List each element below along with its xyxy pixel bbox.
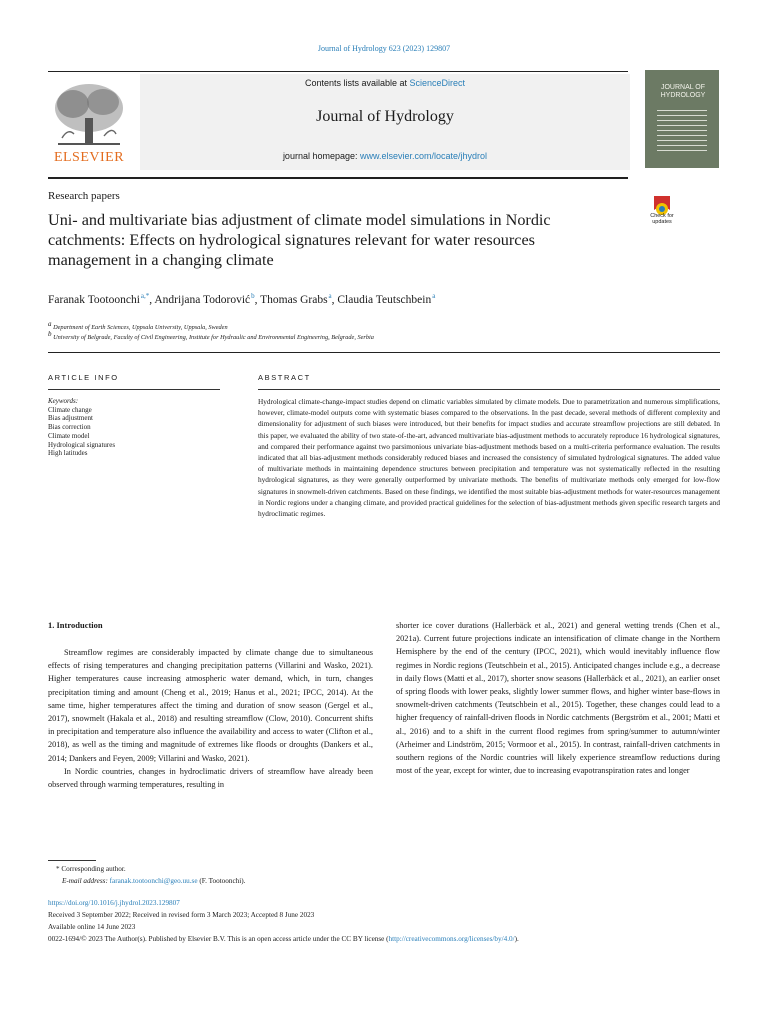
- cover-contents-lines: [657, 110, 707, 155]
- footnote-rule: [48, 860, 96, 861]
- article-title: Uni- and multivariate bias adjustment of climate model simulations in Nordic catchments: Effects on hydrological signatures relevant for water resources management in a changing climate: [48, 211, 551, 269]
- homepage-prefix: journal homepage:: [282, 151, 360, 161]
- check-for-updates-label[interactable]: [638, 213, 686, 225]
- keyword: Hydrological signatures: [48, 440, 116, 449]
- introduction-paragraph: shorter ice cover durations (Hallerbäck et al., 2021) and general wetting trends (Chen et al., 2021a). Current future projections indicate an intensification of climate change in the Northern Hemisphere by the end of the century (IPCC, 2021), which would inevitably influence flow regimes in Nordic regions (Teutschbein et al., 2015). Anticipated changes include e.g., a decrease in daily flows (Matti et al., 2017), shorter snow seasons (Hallerbäck et al., 2021), an earlier onset of spring floods with lower peaks, slightly lower summer flows, and higher winter base-flows in snowmelt-driven catchments (Teutschbein et al., 2015). Together, these changes could lead to a higher frequency of rainfall-driven floods in Nordic catchments (Bergström et al., 2001; Matti et al., 2016) and to a shift in the current flood regimes from spring/summer to autumn/winter (Arheimer and Lindström, 2015; Vormoor et al., 2015). In contrast, rainfall-driven catchments in southern regions of the Nordic countries will likely experience streamflow reductions during most of the year, except for winter, due to increasing evapotranspiration rates and longer: [396, 621, 720, 776]
- abstract-heading: ABSTRACT: [258, 373, 311, 382]
- keyword: Bias adjustment: [48, 414, 93, 423]
- journal-name: Journal of Hydrology: [316, 108, 454, 125]
- contents-prefix: Contents lists available at: [304, 78, 410, 88]
- sciencedirect-link[interactable]: ScienceDirect: [409, 78, 466, 88]
- introduction-paragraph: Streamflow regimes are considerably impacted by climate change due to simultaneous effects of rising temperatures and changing precipitation patterns (Villarini and Wasko, 2021). Higher temperatures cause increasing atmospheric water demand, which, in turn, changes precipitation timing and amount (Cheng et al., 2019; Hanus et al., 2021; IPCC, 2014). At the same time, higher temperatures affect the timing and duration of snow season (Gergel et al., 2017), snowmelt (Hakala et al., 2018) and resulting streamflow (Clow, 2010). Concurrent shifts in precipitation and temperature also influence the availability and access to water (Clifton et al., 2018), as well as the timing and magnitude of extremes like floods or droughts (Dankers et al., 2014; Dankers and Feyen, 2009; Villarini and Wasko, 2021).: [48, 648, 373, 763]
- abstract-text: Hydrological climate-change-impact studies depend on climatic variables simulated by climate models. Due to parametrization and numerous simplifications, however, climate-model outputs come with systematic biases compared to the observations. In the past decade, several methods of different complexity and dimensionality for adjustment of such biases were introduced, but their benefits for impact studies and accurate streamflow projections are still debated. In this paper, we evaluated the ability of two state-of-the-art, advanced multivariate bias-adjustment methods to accurately reproduce 16 hydrological signatures, and compared their performance against two parsimonious univariate bias-adjustment methods based on a multi-criteria performance evaluation. The results indicated that all bias-adjustment methods considerably reduced biases and increased the consistency of simulated hydrological signatures. The added value of multivariate methods in maintaining dependence structures between precipitation and temperature was not systematically reflected in the resulting hydrological signatures, as they were generally outperformed by univariate methods. The benefits of multivariate methods only emerged for low-flow signatures in snowmelt-driven catchments. Based on these findings, we identified the most suitable bias-adjustment methods for water-resources management in Nordic regions under a changing climate, and provided practical guidelines for the selection of bias-adjustment methods given specific research targets and hydroclimatic regimes.: [258, 397, 720, 519]
- keywords-block: [48, 397, 220, 458]
- header-top-rule: [48, 71, 628, 72]
- corresponding-author-note: * Corresponding author.: [56, 865, 126, 873]
- doi-link[interactable]: https://doi.org/10.1016/j.jhydrol.2023.129807: [48, 899, 180, 907]
- article-info-rule: [48, 389, 220, 390]
- keywords-label: Keywords:: [48, 397, 79, 405]
- keyword: Climate model: [48, 431, 90, 440]
- journal-citation[interactable]: Journal of Hydrology 623 (2023) 129807: [317, 44, 451, 53]
- author-affiliation-mark[interactable]: b: [251, 292, 255, 300]
- license-suffix: ).: [514, 935, 519, 943]
- elsevier-logo-text: ELSEVIER: [53, 150, 125, 165]
- keyword: Climate change: [48, 405, 92, 414]
- license-line: [48, 934, 728, 945]
- cover-title: JOURNAL OF HYDROLOGY: [660, 84, 706, 99]
- introduction-paragraph: In Nordic countries, changes in hydroclimatic drivers of streamflow have already been observed through warming temperatures, resulting in: [48, 766, 373, 790]
- introduction-left-column: [48, 646, 373, 791]
- affiliations-rule: [48, 352, 720, 353]
- header-bottom-rule: [48, 177, 628, 179]
- author-affiliation-mark[interactable]: a,*: [140, 292, 150, 300]
- journal-homepage-line: [140, 151, 630, 161]
- affiliation-text: University of Belgrade, Faculty of Civil Engineering, Institute for Hydraulic and Environmental Engineering, Belgrade, Serbia: [53, 334, 374, 342]
- author-affiliation-mark[interactable]: a: [328, 292, 332, 300]
- email-suffix: (F. Tootoonchi).: [197, 877, 246, 885]
- affiliation: [48, 330, 374, 341]
- keyword: High latitudes: [48, 449, 88, 458]
- author-list: Faranak Tootoonchi $^{a,*}$, Andrijana Todorović $^b$, Thomas Grabs $^a$, Claudia Teutschbein $^a$: [48, 292, 436, 306]
- introduction-heading: 1. Introduction: [48, 620, 103, 630]
- homepage-link[interactable]: www.elsevier.com/locate/jhydrol: [360, 151, 488, 161]
- available-online: Available online 14 June 2023: [48, 923, 136, 931]
- author-name[interactable]: Andrijana Todorović: [154, 293, 251, 306]
- introduction-right-column: [396, 619, 720, 777]
- contents-line: [140, 78, 630, 88]
- author-affiliation-mark[interactable]: a: [432, 292, 436, 300]
- article-info-heading: ARTICLE INFO: [48, 373, 119, 382]
- badge-line-1: Check for: [650, 213, 674, 219]
- author-name[interactable]: Claudia Teutschbein: [337, 293, 432, 306]
- affiliation-mark: a: [48, 320, 52, 328]
- article-type-label: Research papers: [48, 190, 120, 202]
- author-name[interactable]: Faranak Tootoonchi: [48, 293, 140, 306]
- license-link[interactable]: http://creativecommons.org/licenses/by/4.0/: [388, 935, 515, 943]
- license-prefix: 0022-1694/© 2023 The Author(s). Published by Elsevier B.V. This is an open access article under the CC BY license (: [48, 935, 389, 943]
- keyword: Bias correction: [48, 423, 91, 432]
- badge-line-2: updates: [652, 219, 672, 225]
- abstract-rule: [258, 389, 720, 390]
- affiliation-mark: b: [48, 330, 52, 338]
- email-label: E-mail address:: [62, 877, 110, 885]
- email-link[interactable]: faranak.tootoonchi@geo.uu.se: [109, 877, 198, 885]
- received-dates: Received 3 September 2022; Received in revised form 3 March 2023; Accepted 8 June 2023: [48, 911, 315, 919]
- email-line: [62, 876, 245, 887]
- author-name[interactable]: Thomas Grabs: [260, 293, 328, 306]
- affiliation-text: Department of Earth Sciences, Uppsala University, Uppsala, Sweden: [53, 324, 228, 332]
